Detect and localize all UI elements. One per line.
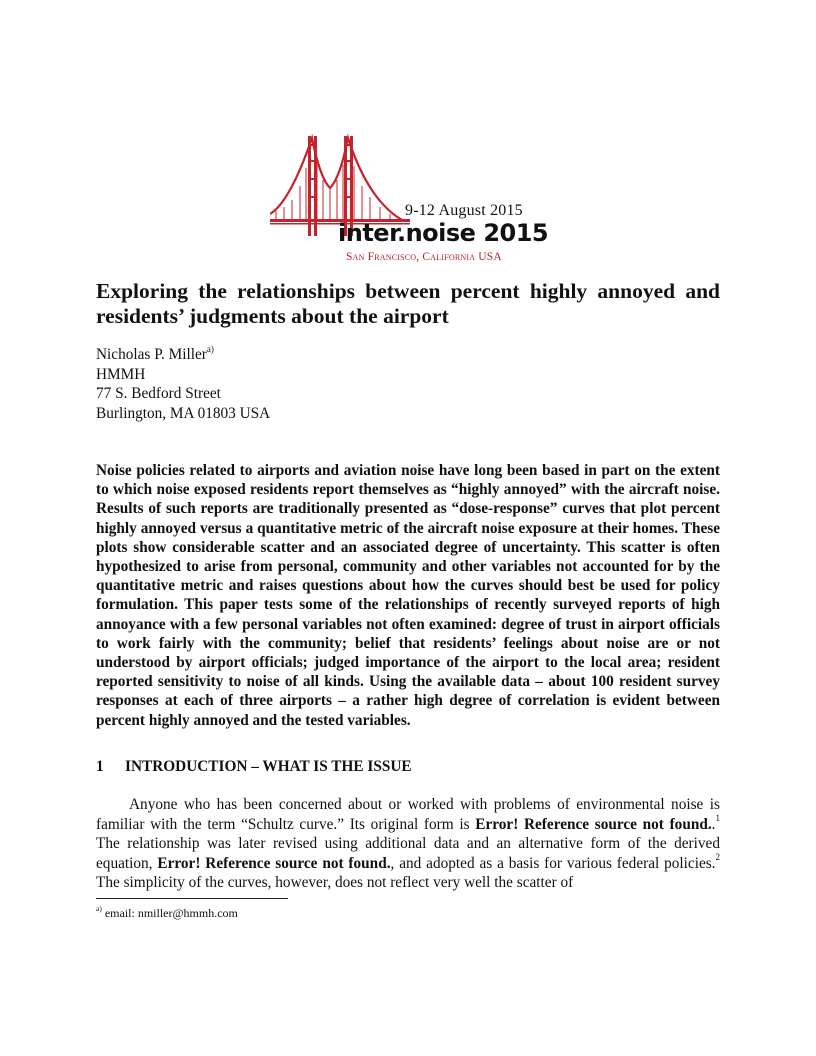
conference-date: 9-12 August 2015 [405, 202, 523, 219]
intro-text: , and adopted as a basis for various federal policies. [390, 854, 716, 872]
author-name: Nicholas P. Miller [96, 346, 207, 363]
footnote-text: email: nmiller@hmmh.com [101, 906, 238, 920]
broken-reference: Error! Reference source not found. [157, 854, 391, 872]
intro-text: . [711, 815, 716, 833]
intro-text: The simplicity of the curves, however, does not reflect very well the scatter of [96, 874, 574, 891]
section-heading [96, 758, 412, 776]
author-name-line [96, 345, 496, 365]
citation-mark: 1 [715, 813, 720, 824]
intro-text: Anyone who has been concerned about or worked with problems of environmental noise is familiar with the term “Schultz curve.” Its original form is [96, 796, 720, 833]
author-organization: HMMH [96, 365, 146, 383]
intro-text: The relationship was later revised using additional data and an alternative form of the derived equation, [96, 835, 720, 872]
author-block [96, 345, 496, 423]
intro-paragraph [96, 795, 720, 893]
citation-mark: 2 [715, 852, 721, 863]
footnote-mark: a) [96, 904, 102, 913]
affiliation-mark: a) [206, 343, 214, 354]
conference-name: inter.noise 2015 [338, 219, 549, 247]
section-number: 1 [96, 758, 104, 775]
footnote [96, 906, 238, 921]
conference-logo [270, 130, 560, 270]
abstract: Noise policies related to airports and aviation noise have long been based in part on the extent to which noise exposed residents report themselves as “highly annoyed” with the aircraft noise. Results of such reports are traditionally presented as “dose-response” curves that plot percent highly annoyed versus a quantitative metric of the aircraft noise exposure at their homes. These plots show considerable scatter and an associated degree of uncertainty. This scatter is often hypothesized to arise from personal, community and other variables not accounted for by the quantitative metric and raises questions about how the curves should best be used for policy formulation. This paper tests some of the relationships of recently surveyed reports of high annoyance with a few personal variables not often examined: degree of trust in airport officials to work fairly with the community; belief that residents’ feelings about noise are or not understood by airport officials; judged importance of the airport to the local area; resident reported sensitivity to noise of all kinds. Using the available data – about 100 resident survey responses at each of three airports – a rather high degree of correlation is evident between percent highly annoyed and the tested variables. [96, 462, 720, 729]
conference-location: San Francisco, California USA [346, 251, 502, 263]
author-street: 77 S. Bedford Street [96, 385, 221, 402]
section-title: INTRODUCTION – WHAT IS THE ISSUE [125, 758, 412, 775]
broken-reference: Error! Reference source not found. [475, 815, 712, 833]
author-city: Burlington, MA 01803 USA [96, 404, 271, 422]
paper-title: Exploring the relationships between percent highly annoyed and residents’ judgments about the airport [96, 279, 720, 328]
footnote-divider [96, 898, 288, 899]
